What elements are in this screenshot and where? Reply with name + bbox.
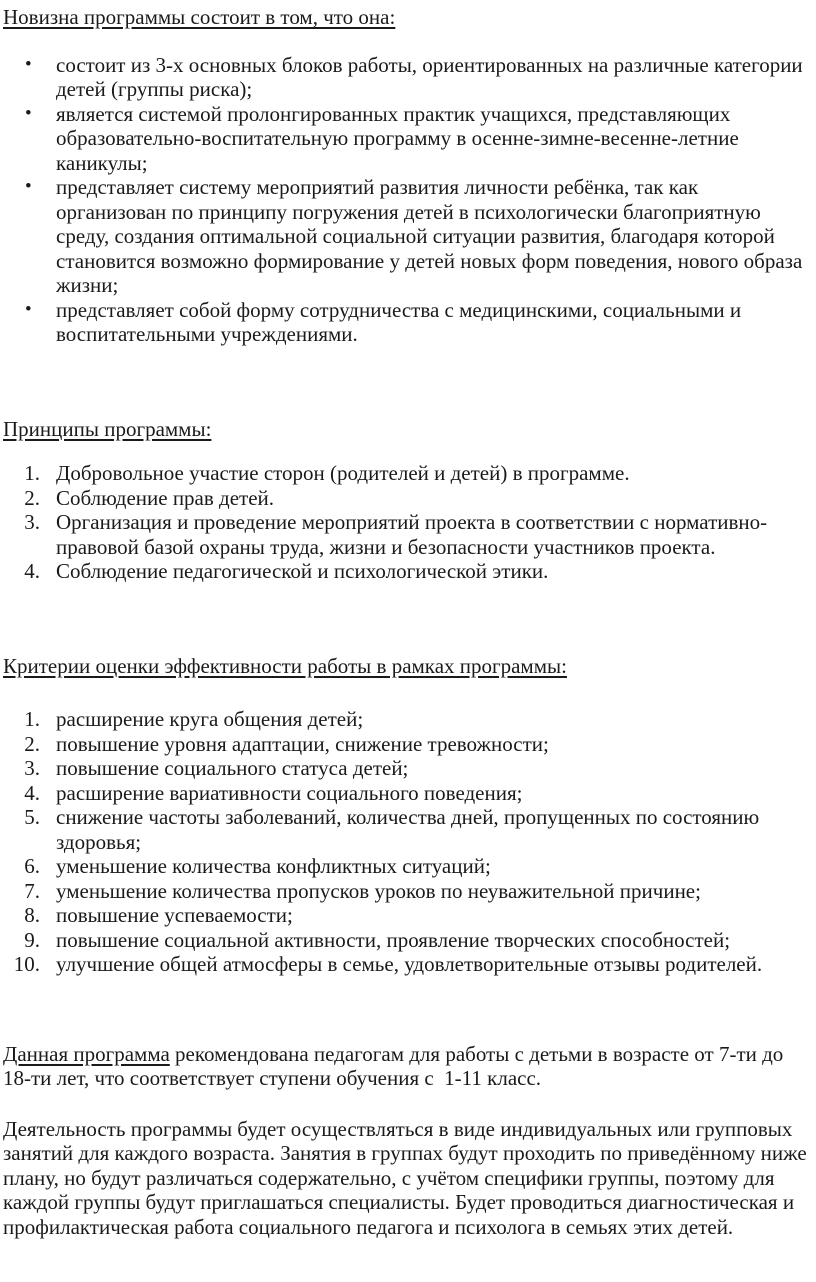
- numbered-item-text: уменьшение количества пропусков уроков по неуважительной причине;: [56, 878, 701, 903]
- bullet-item-text: представляет собой форму сотрудничества с медицинскими, социальными и воспитательными учреждениями.: [56, 297, 747, 346]
- bullet-icon: •: [25, 53, 32, 75]
- novelty-bullet-list: [3, 53, 808, 347]
- item-number: 4.: [24, 780, 40, 805]
- bullet-icon: •: [25, 102, 32, 124]
- numbered-list-item: [3, 756, 808, 781]
- numbered-item-text: повышение успеваемости;: [56, 903, 293, 927]
- numbered-list-item: [3, 732, 808, 757]
- paragraph-audience-rest: рекомендована педагогам для работы с детьми в возрасте от 7-ти до 18-ти лет, что соответствует ступени обучения с 1-11 класс.: [3, 1041, 789, 1090]
- numbered-item-text: расширение вариативности социального поведения;: [56, 780, 523, 805]
- bullet-list-item: [3, 53, 808, 102]
- criteria-numbered-list: [3, 707, 808, 977]
- item-number: 4.: [24, 559, 40, 583]
- bullet-list-item: [3, 175, 808, 298]
- paragraph-audience-lead: Данная программа: [3, 1041, 170, 1066]
- item-number: 2.: [24, 485, 40, 510]
- numbered-item-text: Соблюдение прав детей.: [56, 485, 275, 510]
- numbered-item-text: повышение социального статуса детей;: [56, 756, 409, 780]
- numbered-item-text: Добровольное участие сторон (родителей и детей) в программе.: [56, 461, 630, 485]
- bullet-icon: •: [25, 176, 32, 197]
- numbered-list-item: [3, 707, 808, 732]
- bullet-item-text: состоит из 3-х основных блоков работы, ориентированных на различные категории детей (группы риска);: [56, 52, 808, 101]
- numbered-list-item: [3, 805, 808, 854]
- section-heading-principles: Принципы программы:: [3, 416, 212, 441]
- numbered-item-text: снижение частоты заболеваний, количества дней, пропущенных по состоянию здоровья;: [56, 805, 765, 854]
- numbered-list-item: [3, 486, 808, 511]
- numbered-list-item: [3, 461, 808, 486]
- principles-numbered-list: [3, 461, 808, 584]
- paragraph-audience: [3, 1042, 808, 1091]
- numbered-list-item: [3, 854, 808, 879]
- item-number: 6.: [24, 854, 40, 878]
- numbered-list-item: [3, 952, 808, 977]
- item-number: 10.: [13, 952, 40, 976]
- numbered-list-item: [3, 879, 808, 904]
- numbered-item-text: расширение круга общения детей;: [56, 707, 364, 731]
- numbered-item-text: Соблюдение педагогической и психологической этики.: [56, 559, 549, 583]
- item-number: 3.: [24, 756, 40, 780]
- item-number: 8.: [24, 903, 40, 927]
- item-number: 1.: [24, 707, 40, 731]
- section-heading-novelty: Новизна программы состоит в том, что она:: [3, 5, 396, 29]
- numbered-item-text: уменьшение количества конфликтных ситуаций;: [56, 854, 491, 878]
- numbered-item-text: повышение социальной активности, проявление творческих способностей;: [56, 927, 731, 952]
- item-number: 5.: [24, 805, 40, 829]
- numbered-list-item: [3, 903, 808, 928]
- bullet-item-text: представляет систему мероприятий развития личности ребёнка, так как организован по принципу погружения детей в психологически благоприятную среду, создания оптимальной социальной ситуации развития, благодаря которой становится возможно формирование у детей новых форм поведения, нового образа жизни;: [56, 175, 808, 297]
- bullet-list-item: [3, 298, 808, 347]
- section-heading-criteria: Критерии оценки эффективности работы в рамках программы:: [3, 653, 567, 678]
- paragraph-activity: Деятельность программы будет осуществляться в виде индивидуальных или групповых занятий для каждого возраста. Занятия в группах будут проходить по приведённому ниже плану, но будут различаться содержательно, с учётом специфики группы, поэтому для каждой группы будут приглашаться специалисты. Будет проводиться диагностическая и профилактическая работа социального педагога и психолога в семьях этих детей.: [3, 1116, 812, 1239]
- numbered-item-text: Организация и проведение мероприятий проекта в соответствии с нормативно-правовой базой охраны труда, жизни и безопасности участников проекта.: [56, 510, 768, 559]
- item-number: 1.: [24, 461, 40, 485]
- bullet-list-item: [3, 102, 808, 176]
- item-number: 9.: [24, 927, 40, 952]
- item-number: 7.: [24, 878, 40, 903]
- bullet-item-text: является системой пролонгированных практик учащихся, представляющих образовательно-воспитательную программу в осенне-зимне-весенне-летние каникулы;: [56, 101, 745, 175]
- numbered-list-item: [3, 510, 808, 559]
- numbered-list-item: [3, 928, 808, 953]
- item-number: 2.: [24, 731, 40, 756]
- numbered-item-text: улучшение общей атмосферы в семье, удовлетворительные отзывы родителей.: [56, 952, 763, 976]
- item-number: 3.: [24, 510, 40, 534]
- numbered-item-text: повышение уровня адаптации, снижение тревожности;: [56, 731, 549, 756]
- numbered-list-item: [3, 781, 808, 806]
- bullet-icon: •: [25, 298, 32, 320]
- numbered-list-item: [3, 559, 808, 584]
